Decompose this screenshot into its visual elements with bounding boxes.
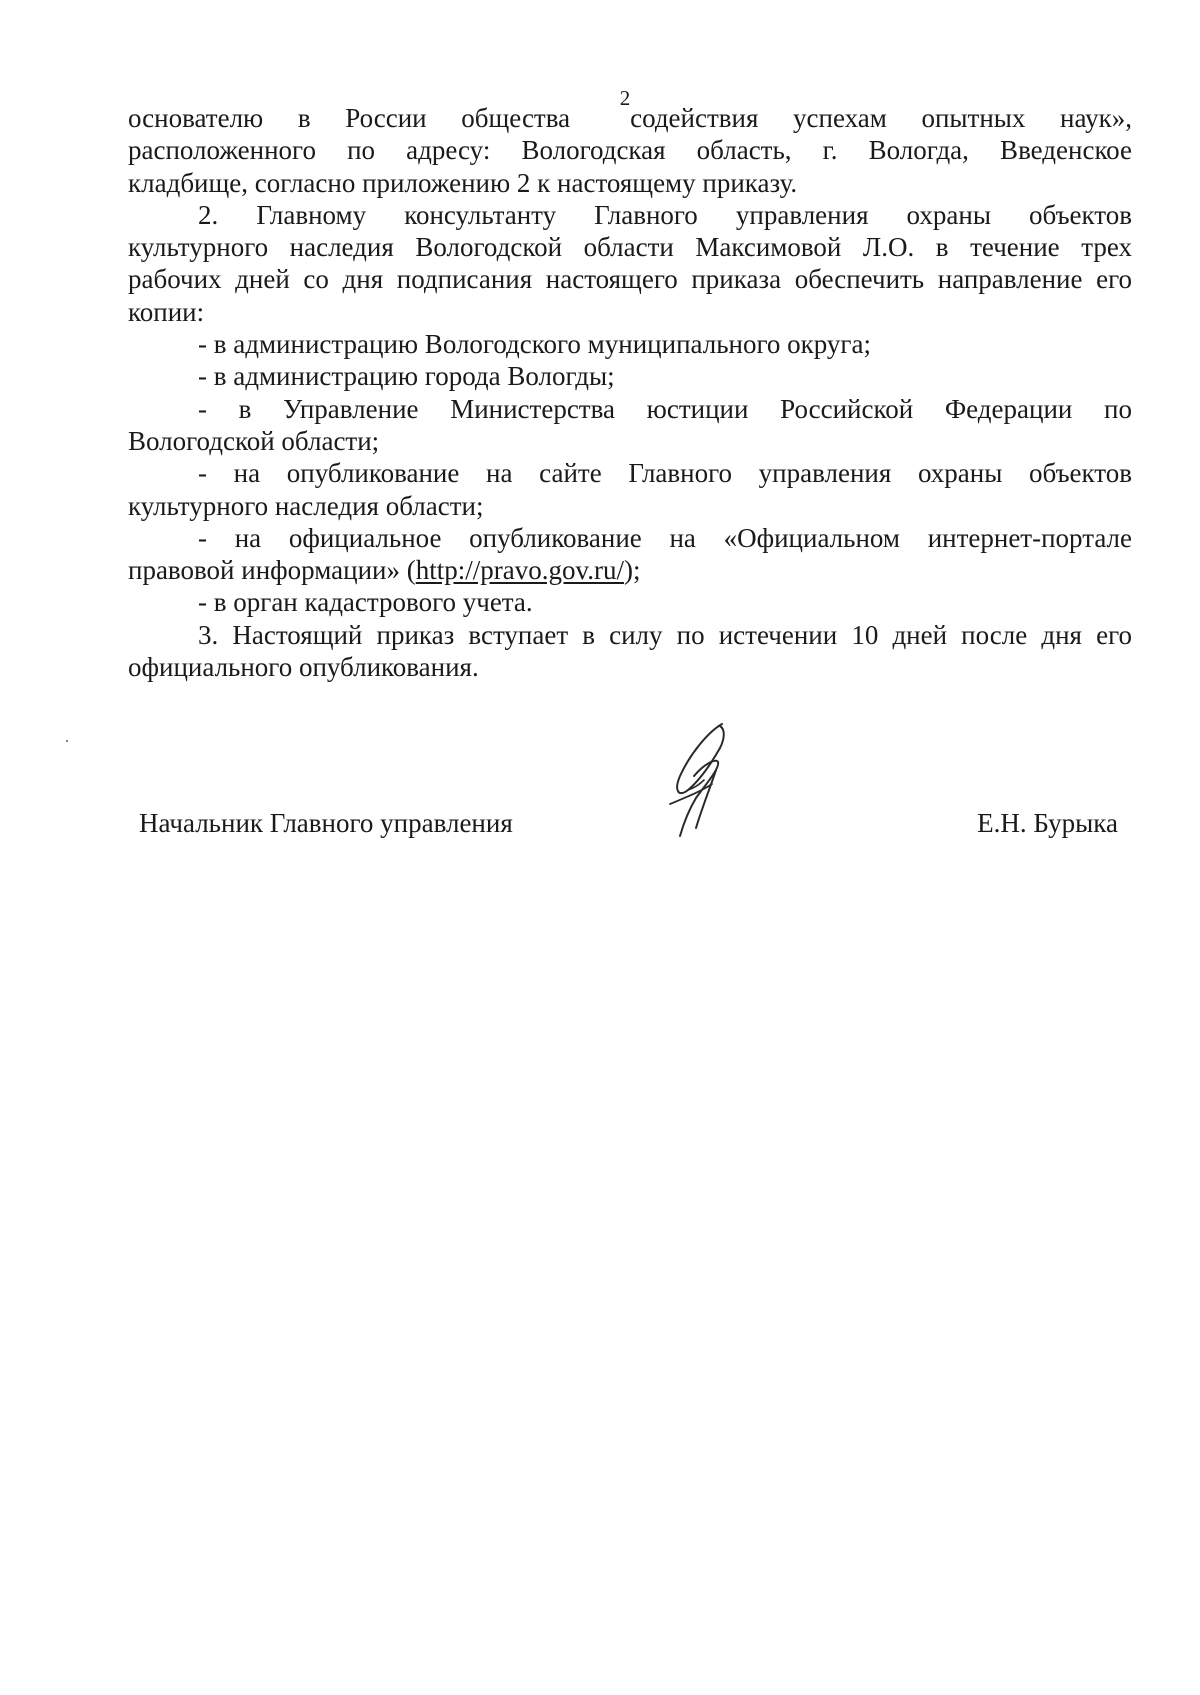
recipient-item-3-line-1: - в Управление Министерства юстиции Российской Федерации по <box>198 393 1132 424</box>
paragraph-2-line-4: копии: <box>128 296 205 327</box>
signatory-title: Начальник Главного управления <box>139 808 513 838</box>
paragraph-1-line-1a: основателю в России общества <box>128 103 571 133</box>
paragraph-1-line-1 <box>128 102 1132 134</box>
document-body <box>128 102 1132 683</box>
signatory-name: Е.Н. Бурыка <box>977 808 1118 838</box>
paragraph-1-line-1b: содействия успехам опытных наук», <box>630 103 1132 133</box>
recipient-item-1: - в администрацию Вологодского муниципального округа; <box>198 329 871 360</box>
paragraph-2-line-3: рабочих дней со дня подписания настоящего приказа обеспечить направление его <box>128 264 1132 295</box>
recipient-item-2: - в администрацию города Вологды; <box>198 361 615 392</box>
page-number: 2 <box>619 86 631 110</box>
paragraph-2-line-2: культурного наследия Вологодской области Максимовой Л.О. в течение трех <box>128 232 1132 263</box>
recipient-item-3-line-2: Вологодской области; <box>128 425 380 456</box>
recipient-item-4-line-2: культурного наследия области; <box>128 490 484 521</box>
paragraph-1-line-2: расположенного по адресу: Вологодская область, г. Вологда, Введенское <box>128 135 1132 166</box>
paragraph-2-line-1: 2. Главному консультанту Главного управления охраны объектов <box>198 199 1132 230</box>
recipient-item-4-line-1: - на опубликование на сайте Главного управления охраны объектов <box>198 458 1132 489</box>
pravo-link[interactable]: http://pravo.gov.ru/ <box>415 555 624 586</box>
handwritten-signature <box>650 718 770 843</box>
recipient-item-6: - в орган кадастрового учета. <box>198 587 533 618</box>
recipient-item-5-line-2 <box>128 554 1132 586</box>
paragraph-3-line-1: 3. Настоящий приказ вступает в силу по истечении 10 дней после дня его <box>198 619 1132 650</box>
recipient-item-5-suffix: ); <box>623 555 641 586</box>
recipient-item-5-line-1: - на официальное опубликование на «Официальном интернет-портале <box>198 522 1132 553</box>
paragraph-1-line-3: кладбище, согласно приложению 2 к настоящему приказу. <box>128 167 798 198</box>
scan-speck <box>66 740 68 742</box>
recipient-item-5-prefix: правовой информации» ( <box>128 555 416 586</box>
paragraph-3-line-2: официального опубликования. <box>128 652 479 683</box>
